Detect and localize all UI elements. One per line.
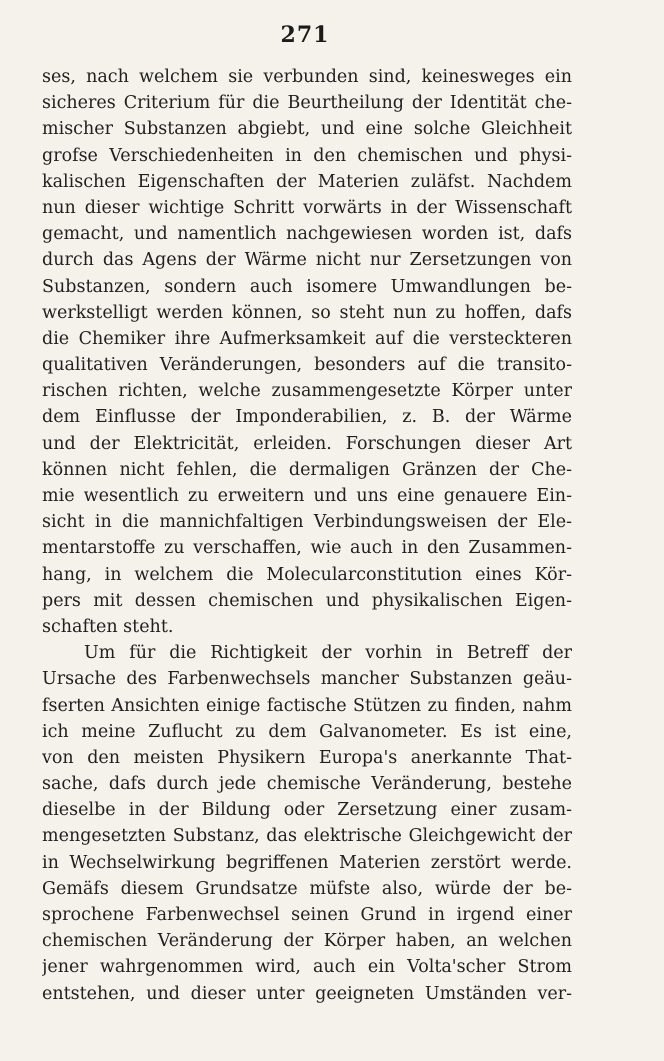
text-line: mie wesentlich zu erweitern und uns eine genauere Ein- <box>42 486 572 506</box>
text-line: jener wahrgenommen wird, auch ein Volta'scher Strom <box>42 957 572 978</box>
text-line: kalischen Eigenschaften der Materien zuläfst. Nachdem <box>42 171 572 192</box>
text-line: werkstelligt werden können, so steht nun zu hoffen, dafs <box>42 302 572 323</box>
text-line: sprochene Farbenwechsel seinen Grund in irgend einer <box>42 905 572 925</box>
text-line: fserten Ansichten einige factische Stützen zu finden, nahm <box>42 695 572 716</box>
text-line: mischer Substanzen abgiebt, und eine solche Gleichheit <box>42 119 572 140</box>
text-line: durch das Agens der Wärme nicht nur Zersetzungen von <box>42 250 572 271</box>
text-line: sicheres Criterium für die Beurtheilung der Identität che- <box>42 93 572 114</box>
text-line: dieselbe in der Bildung oder Zersetzung einer zusam- <box>42 800 572 821</box>
text-line: sicht in die mannichfaltigen Verbindungsweisen der Ele- <box>42 512 572 533</box>
text-line: schaften steht. <box>42 616 174 637</box>
text-line: können nicht fehlen, die dermaligen Gränzen der Che- <box>42 459 572 480</box>
text-line: mengesetzten Substanz, das elektrische Gleichgewicht der <box>42 826 572 847</box>
text-line: ses, nach welchem sie verbunden sind, keinesweges ein <box>42 67 572 87</box>
text-line: rischen richten, welche zusammengesetzte Körper unter <box>42 381 572 402</box>
text-line: die Chemiker ihre Aufmerksamkeit auf die versteckteren <box>42 328 572 349</box>
text-line: Substanzen, sondern auch isomere Umwandlungen be- <box>42 276 572 297</box>
text-line: von den meisten Physikern Europa's anerkannte That- <box>42 747 572 768</box>
text-line: in Wechselwirkung begriffenen Materien zerstört werde. <box>42 852 572 873</box>
text-line: Ursache des Farbenwechsels mancher Substanzen geäu- <box>42 669 572 690</box>
text-line: grofse Verschiedenheiten in den chemischen und physi- <box>42 145 572 166</box>
text-line: dem Einflusse der Imponderabilien, z. B. der Wärme <box>42 407 572 428</box>
page-number: 271 <box>280 22 330 48</box>
text-line: qualitativen Veränderungen, besonders auf die transito- <box>42 355 572 376</box>
text-line: sache, dafs durch jede chemische Veränderung, bestehe <box>42 774 572 795</box>
body-text <box>42 64 572 1007</box>
text-line: pers mit dessen chemischen und physikalischen Eigen- <box>42 590 572 611</box>
text-line: chemischen Veränderung der Körper haben, an welchen <box>42 931 572 952</box>
text-line: und der Elektricität, erleiden. Forschungen dieser Art <box>42 433 572 454</box>
text-line: mentarstoffe zu verschaffen, wie auch in den Zusammen- <box>42 538 572 559</box>
text-line: entstehen, und dieser unter geeigneten Umständen ver- <box>42 983 572 1004</box>
text-line: nun dieser wichtige Schritt vorwärts in der Wissenschaft <box>42 197 572 218</box>
text-line: gemacht, und namentlich nachgewiesen worden ist, dafs <box>42 224 572 245</box>
text-line: ich meine Zuflucht zu dem Galvanometer. Es ist eine, <box>42 721 572 742</box>
text-line: hang, in welchem die Molecularconstitution eines Kör- <box>42 564 572 585</box>
text-line: Gemäfs diesem Grundsatze müfste also, würde der be- <box>42 878 572 899</box>
text-line: Um für die Richtigkeit der vorhin in Betreff der <box>84 643 572 664</box>
